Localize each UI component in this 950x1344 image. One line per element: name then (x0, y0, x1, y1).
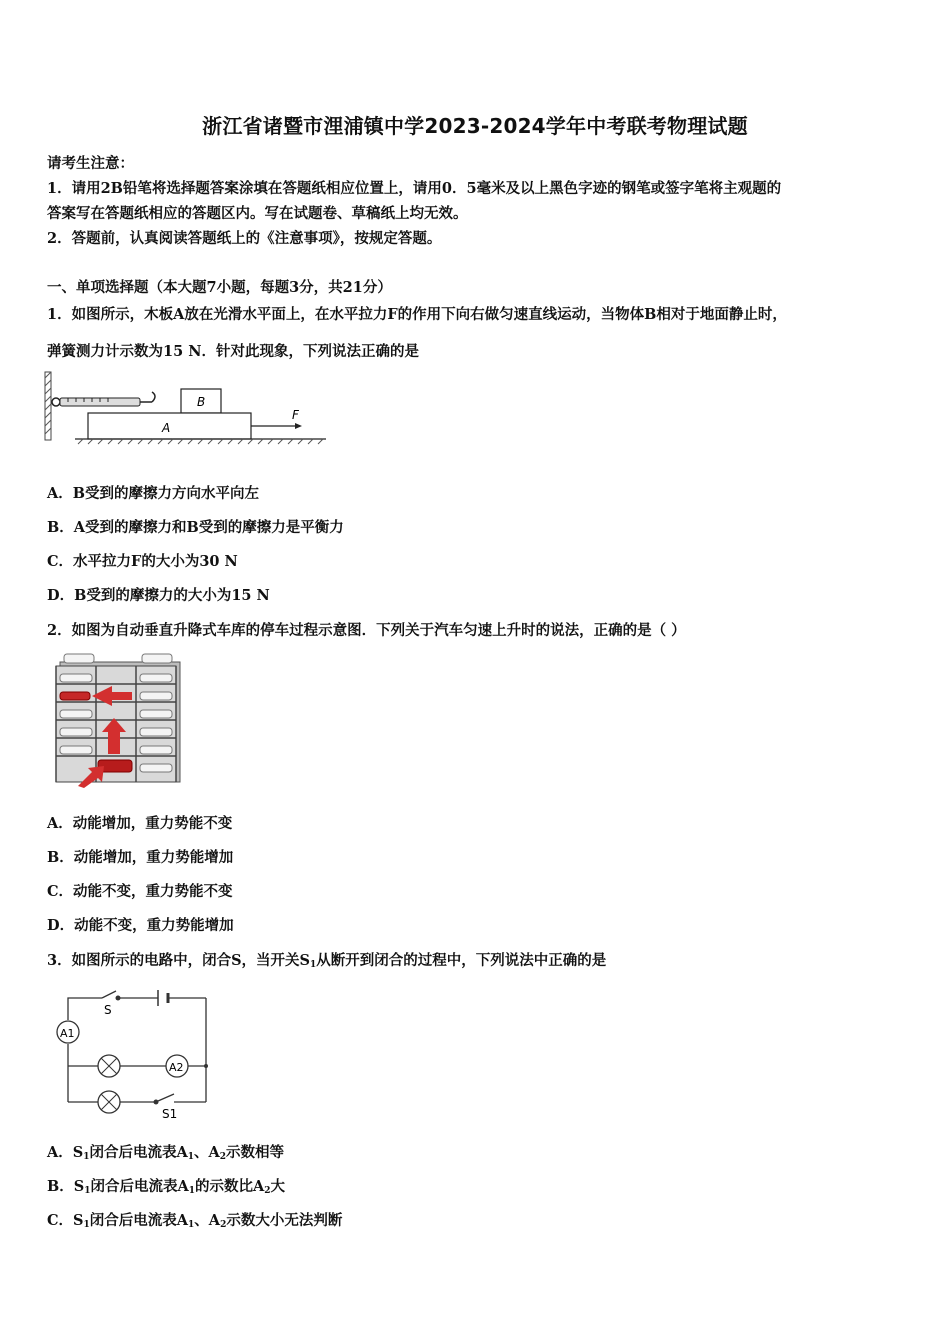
q3-option-c[interactable]: C．$S_1$闭合后电流表$A_1$、$A_2$示数大小无法判断 (47, 1212, 343, 1230)
lamp-lower-icon (98, 1091, 120, 1113)
q3-option-a[interactable]: A．$S_1$闭合后电流表$A_1$、$A_2$示数相等 (47, 1144, 285, 1162)
block-b-label: B (197, 395, 206, 409)
question-1-line-1: 1．如图所示，木板A放在光滑水平面上，在水平拉力F的作用下向右做匀速直线运动，当物体B相对于地面静止时， (47, 306, 787, 323)
ammeter-a1-label: A1 (60, 1027, 75, 1040)
circuit-wires (68, 998, 206, 1102)
wall-icon (45, 372, 51, 440)
question-1-line-2: 弹簧测力计示数为15 N．针对此现象，下列说法正确的是 (47, 343, 419, 360)
ground-hatch (78, 439, 323, 444)
lamp-upper-icon (98, 1055, 120, 1077)
page-title: 浙江省诸暨市浬浦镇中学2023-2024学年中考联考物理试题 (202, 114, 748, 138)
red-car-top (60, 692, 90, 700)
figure-parking-garage (48, 648, 188, 788)
q1-option-b[interactable]: B．A受到的摩擦力和B受到的摩擦力是平衡力 (47, 519, 344, 536)
notice-item-1b: 答案写在答题纸相应的答题区内。写在试题卷、草稿纸上均无效。 (47, 205, 468, 222)
force-label: F (292, 408, 299, 422)
spring-balance-icon (52, 392, 155, 406)
q2-option-a[interactable]: A．动能增加，重力势能不变 (47, 815, 233, 832)
figure-circuit (50, 982, 220, 1122)
q2-option-b[interactable]: B．动能增加，重力势能增加 (47, 849, 234, 866)
switch-s-icon (102, 991, 121, 1001)
notice-item-1a: 1．请用2B铅笔将选择题答案涂填在答题纸相应位置上，请用0．5毫米及以上黑色字迹的钢笔或签字笔将主观题的 (47, 180, 782, 197)
arrow-head-icon (295, 423, 302, 429)
switch-s1-label: S1 (162, 1107, 178, 1121)
board-a-label: A (162, 421, 171, 435)
q2-option-c[interactable]: C．动能不变，重力势能不变 (47, 883, 233, 900)
battery-icon (158, 990, 168, 1006)
switch-s-label: S (104, 1003, 112, 1017)
q1-option-c[interactable]: C．水平拉力F的大小为30 N (47, 553, 238, 570)
switch-s1-icon (154, 1094, 175, 1105)
q1-option-d[interactable]: D．B受到的摩擦力的大小为15 N (47, 587, 270, 604)
question-3: 3．如图所示的电路中，闭合S，当开关$S_1$从断开到闭合的过程中，下列说法中正确的是 (47, 952, 607, 970)
q1-option-a[interactable]: A．B受到的摩擦力方向水平向左 (47, 485, 260, 502)
ammeter-a2-label: A2 (169, 1061, 184, 1074)
figure-spring-blocks (40, 366, 340, 450)
notice-item-2: 2．答题前，认真阅读答题纸上的《注意事项》，按规定答题。 (47, 230, 442, 247)
junction-dot (204, 1064, 208, 1068)
q3-option-b[interactable]: B．$S_1$闭合后电流表$A_1$的示数比$A_2$大 (47, 1178, 286, 1196)
notice-heading: 请考生注意： (47, 155, 134, 172)
q2-option-d[interactable]: D．动能不变，重力势能增加 (47, 917, 234, 934)
section-heading: 一、单项选择题（本大题7小题，每题3分，共21分） (47, 279, 392, 296)
question-2: 2．如图为自动垂直升降式车库的停车过程示意图．下列关于汽车匀速上升时的说法，正确的是（ ） (47, 622, 686, 639)
